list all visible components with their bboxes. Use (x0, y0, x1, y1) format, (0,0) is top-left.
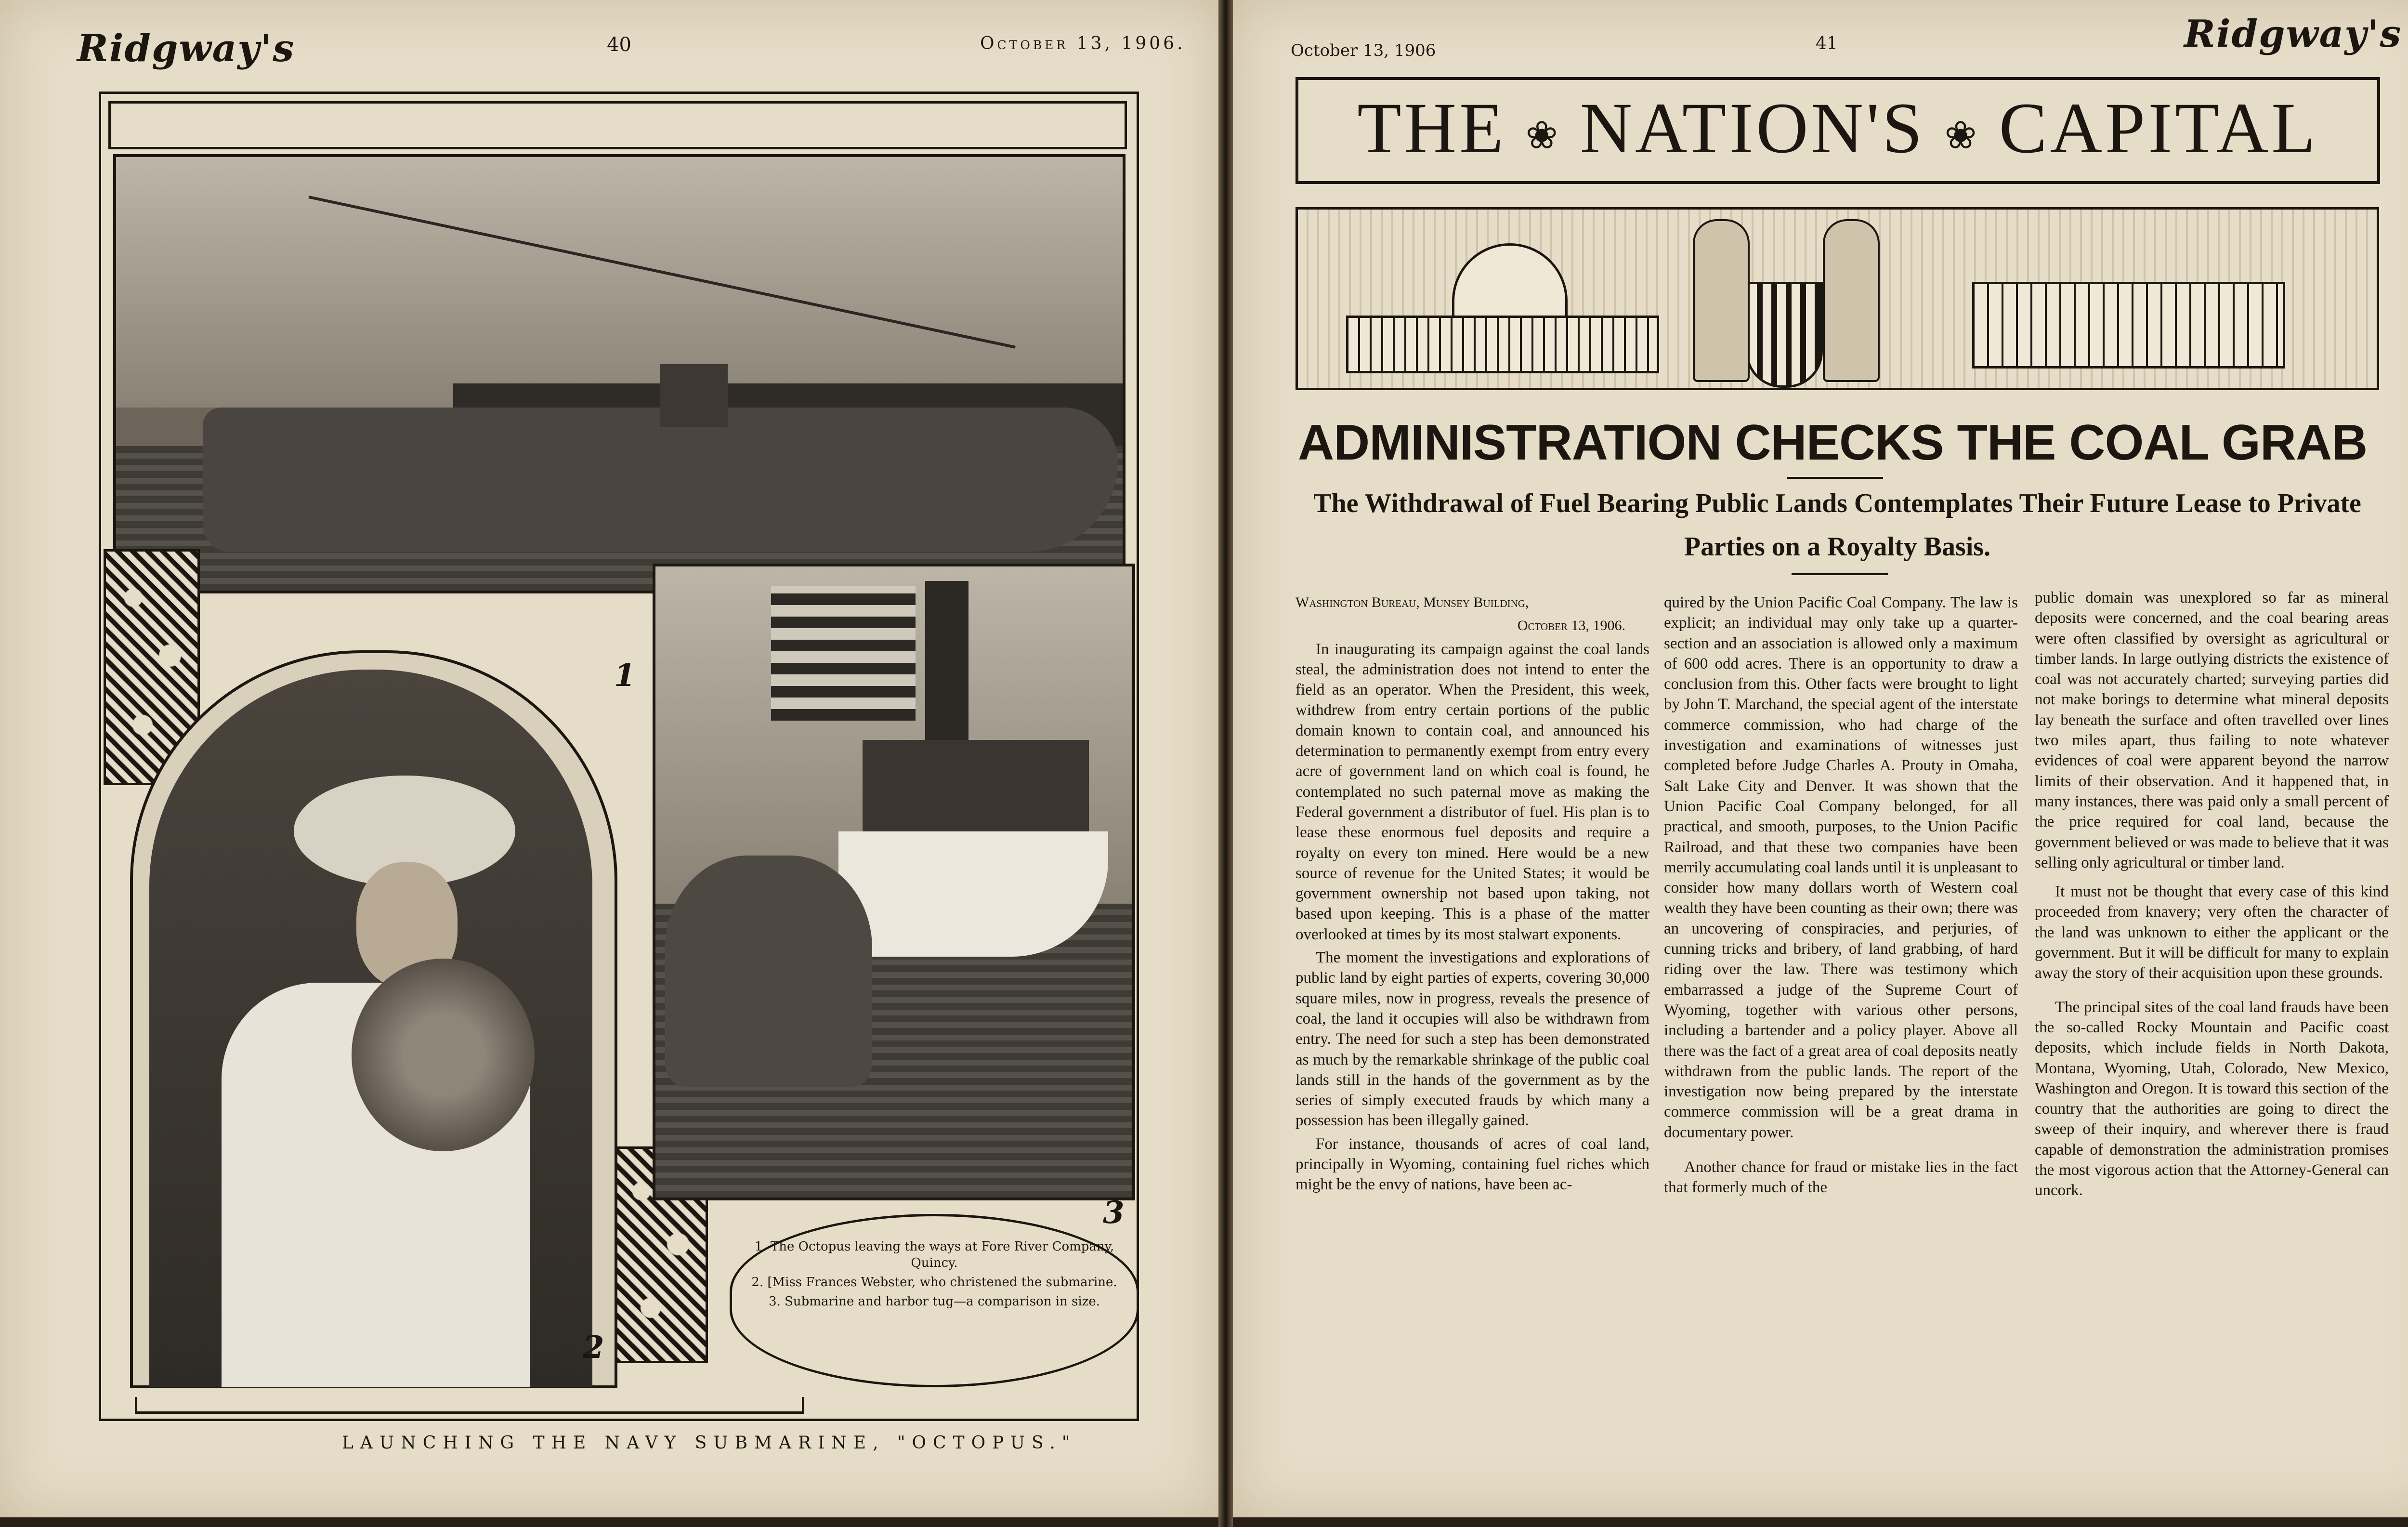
submarine-bow (665, 856, 872, 1087)
masthead-left: Ridgway's (77, 26, 295, 70)
title-word-capital: CAPITAL (1999, 88, 2318, 168)
byline-date: October 13, 1906. (1517, 618, 1625, 634)
photo-number-2: 2 (583, 1330, 604, 1366)
submarine-launch-photo (113, 154, 1125, 593)
tug-smokestack (925, 581, 968, 745)
book-gutter (1218, 0, 1233, 1527)
article-column-1 (1296, 592, 1649, 1195)
conning-tower (660, 364, 728, 427)
right-page (1233, 0, 2408, 1517)
date-left: October 13, 1906. (980, 34, 1186, 53)
plate-base (135, 1397, 804, 1414)
caption-1: 1. The Octopus leaving the ways at Fore River Company, Quincy. (754, 1239, 1114, 1270)
capital-illustration-banner (1296, 207, 2379, 390)
submarine-tug-photo (653, 564, 1135, 1200)
allegorical-figure-left (1693, 219, 1750, 382)
photo-number-1: 1 (614, 658, 636, 694)
portrait-photo (149, 670, 592, 1387)
title-word-the: THE (1357, 88, 1506, 168)
american-flag (771, 586, 916, 721)
submarine-hull (203, 408, 1118, 552)
caption-2: 2. [Miss Frances Webster, who christened the submarine. (751, 1275, 1117, 1290)
title-word-nations: NATION'S (1580, 88, 1925, 168)
spread-caption: LAUNCHING THE NAVY SUBMARINE, "OCTOPUS." (342, 1433, 1077, 1453)
section-title-box (1296, 77, 2380, 184)
page-number-left: 40 (607, 34, 631, 56)
shield-emblem (1746, 282, 1823, 388)
masthead-right: Ridgway's (2184, 12, 2402, 56)
paragraph: The principal sites of the coal land frauds have been the so-called Rocky Mountain and Pacific coast deposits, which include fields in North Dakota, Montana, Wyoming, Utah, Colorado, New Mexico, Washington and Oregon. It is toward this section of the country that the authorities are going to direct the sweep of their inquiry, and wherever there is fraud capable of demonstration the administration promises the most vigorous action that the Attorney-General can uncork. (2035, 998, 2389, 1199)
headline: ADMINISTRATION CHECKS THE COAL GRAB (1298, 415, 2368, 471)
headline-rule (1787, 477, 1883, 479)
page-number-right: 41 (1816, 34, 1838, 53)
tug-cabin (863, 740, 1089, 836)
byline: Washington Bureau, Munsey Building, (1296, 594, 1529, 610)
paragraph: quired by the Union Pacific Coal Company. The law is explicit; an individual may only take up a quarter-section and an association is allowed only a maximum of 600 odd acres. There is an opportunity to draw a conclusion from this. Other facts were brought to light by John T. Marchand, the special agent of the interstate commerce commission, who had charge of the investigation and examinations of witnesses just completed before Judge Charles A. Prouty in Omaha, Salt Lake City and Denver. It was shown that the Union Pacific Coal Company belonged, for all practical, and smooth, purposes, to the Union Pacific Railroad, and that these two companies have been merrily accumulating coal lands until it is unpleasant to consider how many dollars worth of Western coal wealth they have been counting as their own; there was an uncovering of conspiracies, and perjuries, of cunning tricks and bribery, of land grabbing, of hard riding over the law. There was testimony which embarrassed a judge of the Supreme Court of Wyoming, together with various other persons, including a bartender and a policy player. Above all there was the fact of a great area of coal deposits neatly withdrawn from the public lands. The report of the investigation now being prepared by the interstate commerce commission will be a great drama in documentary power. (1664, 594, 2018, 1141)
white-house (1972, 282, 2285, 369)
bouquet (352, 959, 535, 1151)
subhead: The Withdrawal of Fuel Bearing Public Lands Contemplates Their Future Lease to Private Parties on a Royalty Basis. (1313, 488, 2361, 562)
paragraph: For instance, thousands of acres of coal land, principally in Wyoming, containing fuel riches which might be the envy of nations, have been ac- (1296, 1135, 1649, 1194)
date-right: October 13, 1906 (1291, 41, 1436, 60)
caption-3: 3. Submarine and harbor tug—a comparison in size. (768, 1294, 1100, 1309)
paragraph: The moment the investigations and explorations of public land by eight parties of experts, covering 30,000 square miles, now in progress, reveals the presence of coal, the land it occupies will also be withdrawn from entry. The need for such a step has been demonstrated as much by the remarkable shrinkage of the public coal lands still in the hands of the government as by the series of simply executed frauds by which many a possession has been illegally gained. (1296, 949, 1649, 1130)
capitol-building (1346, 316, 1659, 373)
article-column-2 (1664, 592, 2018, 1198)
section-title (1298, 80, 2377, 184)
photo-number-3: 3 (1103, 1195, 1125, 1231)
paragraph: Another chance for fraud or mistake lies in the fact that formerly much of the (1664, 1158, 2018, 1197)
clover-icon: ❀ (1525, 114, 1561, 157)
article-column-3 (2035, 588, 2389, 1201)
allegorical-figure-right (1823, 219, 1880, 382)
clover-icon: ❀ (1944, 114, 1980, 157)
photo-caption-oval (730, 1214, 1139, 1387)
paragraph: public domain was unexplored so far as mineral deposits were concerned, and the coal bearing areas were often classified by oversight as agricultural or timber lands. In large outlying districts the existence of coal was not accurately charted; surveying parties did not make borings to determine what mineral deposits lay beneath the surface and often travelled over lines two miles apart, thus failing to note whatever evidences of coal were apparent beyond the narrow limits of their observation. And it happened that, in many instances, there was paid only a small percent of the price required for coal land, because the government believed or was made to believe that it was selling only agricultural or timber land. (2035, 589, 2389, 871)
plate-top-band (108, 101, 1127, 149)
tug-hull (838, 831, 1108, 957)
paragraph: In inaugurating its campaign against the coal lands steal, the administration does not intend to enter the field as an operator. When the President, this week, withdrew from entry certain portions of the public domain known to contain coal, and announced his determination to permanently exempt from entry every acre of government land on which coal is found, he contemplated no such paternal move as making the Federal government a distributor of fuel. His plan is to lease these enormous fuel deposits and require a royalty on every ton mined. Here would be a new source of revenue for the United States; it would be government ownership not based upon taking, not based upon keeping. This is a phase of the matter overlooked at times by its most stalwart exponents. (1296, 640, 1649, 943)
paragraph: It must not be thought that every case of this kind proceeded from knavery; very often the character of the land was unknown to either the applicant or the government. But it will be difficult for many to explain away the story of their acquisition upon these grounds. (2035, 883, 2389, 982)
subhead-rule (1792, 573, 1888, 575)
